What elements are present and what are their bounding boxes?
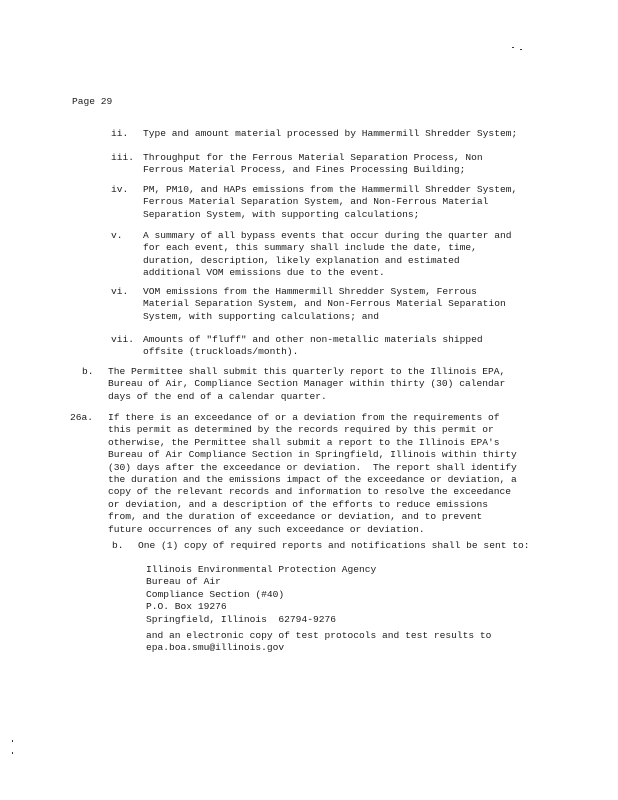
item-number: vii. [111,334,135,345]
scan-speck [512,47,514,48]
mailing-address: Illinois Environmental Protection Agency Bureau of Air Compliance Section (#40) P.O. Box 19276 Springfield, Illinois 62794-9276 [146,564,377,625]
item-text: Throughput for the Ferrous Material Separation Process, Non Ferrous Material Process, and Fines Processing Building; [143,152,483,176]
item-text: Type and amount material processed by Hammermill Shredder System; [143,128,518,139]
paragraph-text: If there is an exceedance of or a deviation from the requirements of this permit as determined by the records required by this permit or otherwise, the Permittee shall submit a report to the Illinois EPA's Bureau of Air Compliance Section in Springfield, Illinois within thirty (30) days after the exceedance or deviation. The report shall identify the duration and the emissions impact of the exceedance or deviation, a copy of the relevant records and information to resolve the exceedance or deviation, and a description of the efforts to reduce emissions from, and the duration of exceedance or deviation, and to prevent future occurrences of any such exceedance or deviation. [108,412,517,535]
paragraph-number: 26a. [70,412,94,423]
paragraph-number: b. [82,366,94,377]
item-number: vi. [111,286,129,297]
scan-speck [12,740,13,742]
page-number: Page 29 [72,96,113,107]
item-number: iv. [111,184,129,195]
item-text: A summary of all bypass events that occur during the quarter and for each event, this summary shall include the date, time, duration, description, likely explanation and estimated additional VOM emissions due to the event. [143,230,512,279]
scan-speck [520,49,522,50]
item-number: v. [111,230,123,241]
item-text: VOM emissions from the Hammermill Shredder System, Ferrous Material Separation System, and Non-Ferrous Material Separation System, with supporting calculations; and [143,286,506,322]
item-number: iii. [111,152,135,163]
item-number: ii. [111,128,129,139]
item-text: PM, PM10, and HAPs emissions from the Hammermill Shredder System, Ferrous Material Separation System, and Non-Ferrous Material Separation System, with supporting calculations; [143,184,518,220]
electronic-copy-note: and an electronic copy of test protocols and test results to epa.boa.smu@illinois.gov [146,630,492,654]
paragraph-text: One (1) copy of required reports and notifications shall be sent to: [138,540,530,551]
scan-speck [12,752,13,754]
paragraph-number: b. [112,540,124,551]
item-text: Amounts of "fluff" and other non-metallic materials shipped offsite (truckloads/month). [143,334,483,358]
paragraph-text: The Permittee shall submit this quarterly report to the Illinois EPA, Bureau of Air, Compliance Section Manager within thirty (30) calendar days of the end of a calendar quarter. [108,366,506,402]
